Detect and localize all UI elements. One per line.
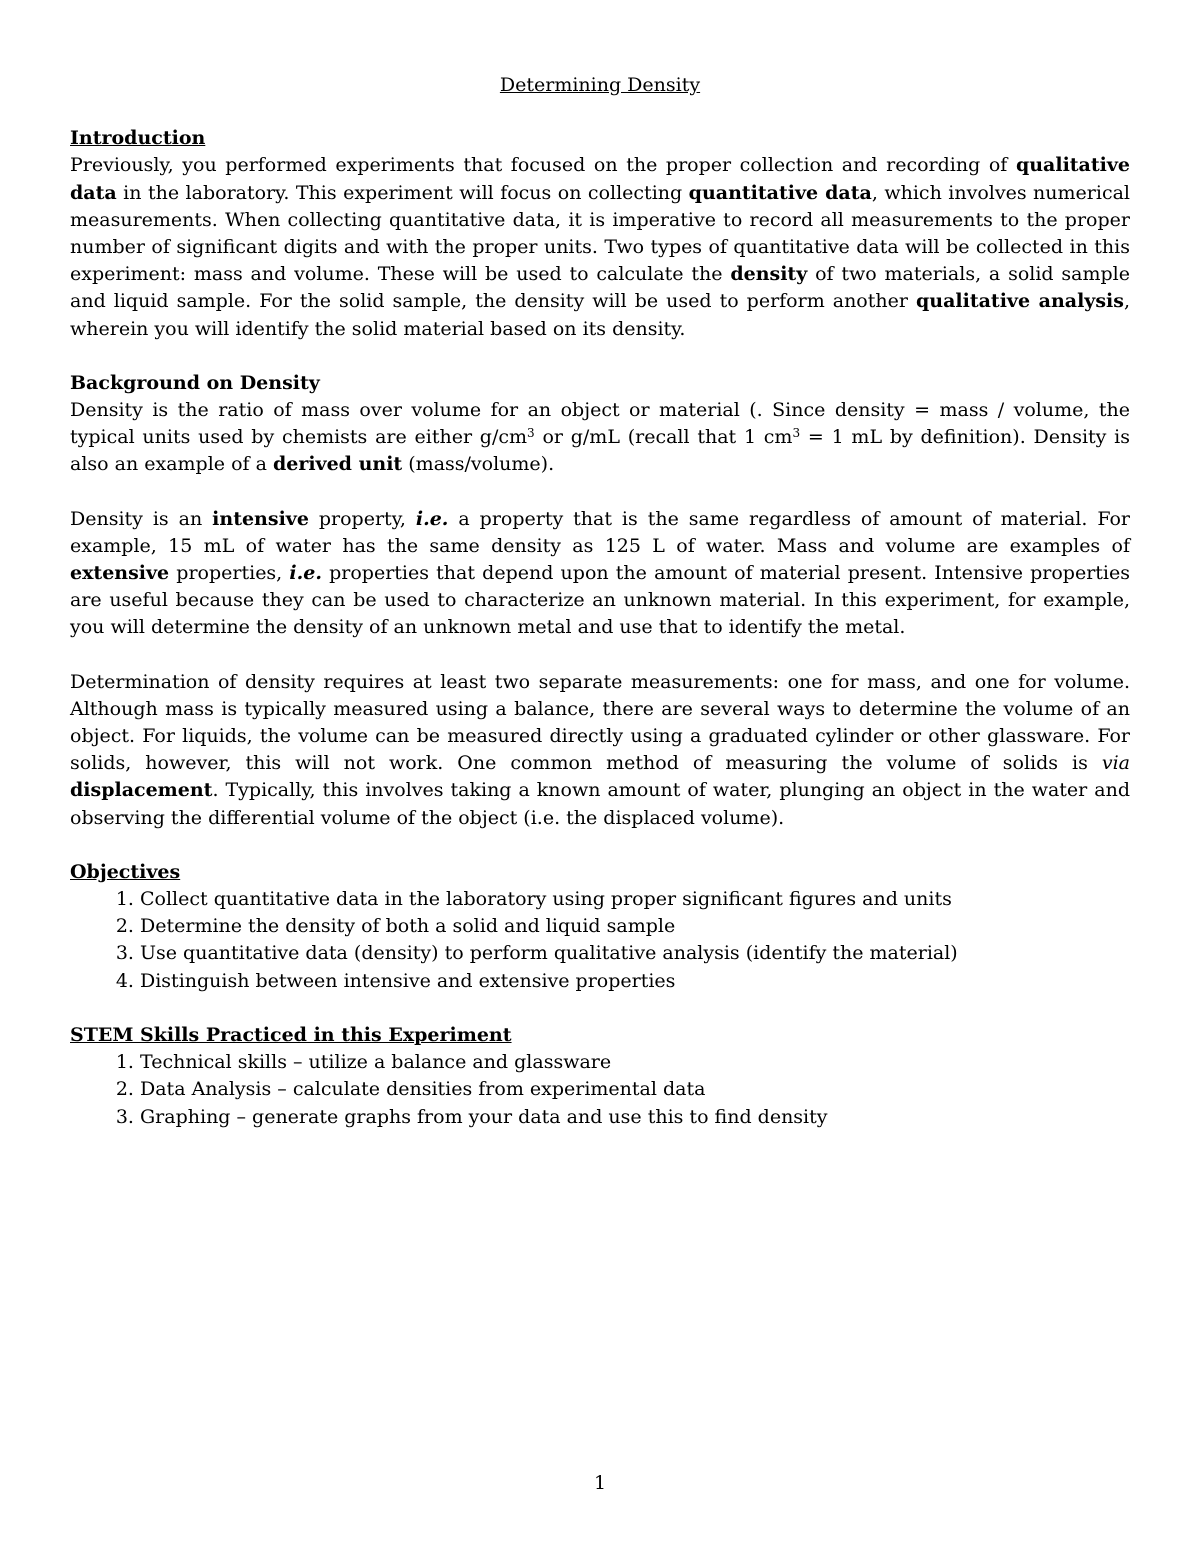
background-paragraph-1 xyxy=(70,397,1130,479)
list-item: 3. Graphing – generate graphs from your data and use this to find density xyxy=(140,1104,1130,1131)
text-run: Previously, you performed experiments that focused on the proper collection and recording of xyxy=(70,154,1016,177)
text-run: (mass/volume). xyxy=(402,453,555,476)
superscript: 3 xyxy=(792,426,801,441)
list-item: 3. Use quantitative data (density) to perform qualitative analysis (identify the material) xyxy=(140,940,1130,967)
term-derived-unit: derived unit xyxy=(272,453,403,476)
text-run: properties that depend upon the amount of material present. Intensive properties are useful because they can be used to characterize an unknown material. In this experiment, for example, you will determine the density of an unknown metal and use that to identify the metal. xyxy=(70,562,1130,639)
stem-skills-section xyxy=(70,1022,1130,1131)
introduction-section xyxy=(70,125,1130,343)
term-via: via xyxy=(1101,752,1130,775)
text-run: , which involves numerical measurements. When collecting quantitative data, it is imperative to record all measurements to the proper number of significant digits and with the proper units. Two types of quantitative data will be collected in this experiment: mass and volume. These will be used to calculate the xyxy=(70,181,1130,286)
list-item: 2. Data Analysis – calculate densities from experimental data xyxy=(140,1076,1130,1103)
term-qualitative-data: qualitative data xyxy=(70,154,1130,204)
text-run: a property that is the same regardless of amount of material. For example, 15 mL of water has the same density as 125 L of water. Mass and volume are examples of xyxy=(70,507,1131,557)
text-run: property, xyxy=(308,507,416,530)
stem-skills-heading: STEM Skills Practiced in this Experiment xyxy=(70,1023,512,1046)
list-item: 1. Technical skills – utilize a balance and glassware xyxy=(140,1049,1130,1076)
text-run: . Typically, this involves taking a known amount of water, plunging an object in the water and observing the differential volume of the object (i.e. the displaced volume). xyxy=(70,779,1130,829)
term-qualitative-analysis: qualitative analysis xyxy=(915,290,1124,313)
list-item: 2. Determine the density of both a solid and liquid sample xyxy=(140,913,1130,940)
term-displacement: displacement xyxy=(70,779,213,802)
introduction-heading: Introduction xyxy=(70,127,206,150)
text-run: Density is an xyxy=(70,507,213,530)
background-heading: Background on Density xyxy=(70,371,320,394)
text-run: or g/mL (recall that 1 cm xyxy=(534,426,793,449)
term-intensive: intensive xyxy=(212,507,309,530)
objectives-heading: Objectives xyxy=(70,860,181,883)
text-run: = 1 mL by definition). Density is also an example of a xyxy=(70,426,1131,476)
text-run: Determination of density requires at least two separate measurements: one for mass, and one for volume. Although mass is typically measured using a balance, there are several ways to determine the volume of an object. For liquids, the volume can be measured directly using a graduated cylinder or other glassware. For solids, however, this will not work. One common method of measuring the volume of solids is xyxy=(70,670,1130,775)
superscript: 3 xyxy=(527,426,535,441)
term-ie: i.e. xyxy=(415,507,449,530)
objectives-list xyxy=(70,886,1130,995)
list-item: 4. Distinguish between intensive and extensive properties xyxy=(140,968,1130,995)
background-paragraph-2 xyxy=(70,506,1130,642)
text-run: , wherein you will identify the solid material based on its density. xyxy=(70,290,1130,340)
document-page xyxy=(70,70,1130,1158)
objectives-section xyxy=(70,859,1130,995)
text-run: of two materials, a solid sample and liquid sample. For the solid sample, the density will be used to perform another xyxy=(70,263,1130,313)
introduction-paragraph xyxy=(70,152,1130,342)
list-item: 1. Collect quantitative data in the laboratory using proper significant figures and units xyxy=(140,886,1130,913)
term-quantitative-data: quantitative data xyxy=(688,181,872,204)
background-paragraph-3 xyxy=(70,669,1130,832)
background-section xyxy=(70,370,1130,832)
text-run: in the laboratory. This experiment will focus on collecting xyxy=(116,181,689,204)
term-density: density xyxy=(730,263,808,286)
text-run: properties, xyxy=(169,562,290,585)
term-ie: i.e. xyxy=(289,562,322,585)
document-title: Determining Density xyxy=(499,74,701,96)
stem-skills-list xyxy=(70,1049,1130,1131)
term-extensive: extensive xyxy=(70,562,170,585)
page-number: 1 xyxy=(593,1472,607,1494)
text-run: Density is the ratio of mass over volume for an object or material (. Since density = mass / volume, the typical units used by chemists are either g/cm xyxy=(70,399,1130,449)
